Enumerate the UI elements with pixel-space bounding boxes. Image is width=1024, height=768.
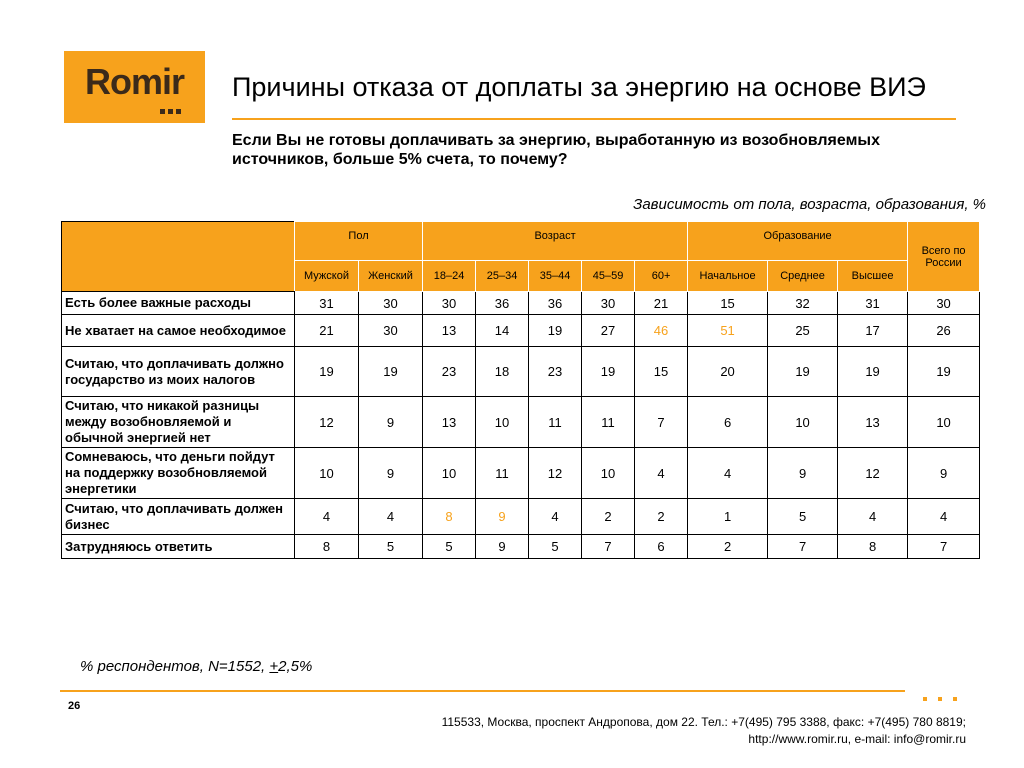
table-cell: 4 — [529, 499, 582, 535]
table-cell: 19 — [838, 347, 908, 397]
footer-divider — [60, 690, 905, 692]
table-cell: 36 — [476, 292, 529, 315]
column-header: 35–44 — [529, 261, 582, 292]
column-header: Среднее — [768, 261, 838, 292]
table-cell: 30 — [423, 292, 476, 315]
table-cell: 19 — [359, 347, 423, 397]
column-header: 18–24 — [423, 261, 476, 292]
table-cell: 32 — [768, 292, 838, 315]
contact-address: 115533, Москва, проспект Андропова, дом 22. Тел.: +7(495) 795 3388, факс: +7(495) 780 8819; http://www.romir.ru, e-mail: info@romir.ru — [441, 715, 966, 746]
table-cell: 30 — [359, 292, 423, 315]
table-cell: 9 — [476, 535, 529, 559]
table-cell: 5 — [529, 535, 582, 559]
group-header-total: Всего по России — [908, 222, 980, 292]
table-cell: 21 — [635, 292, 688, 315]
row-label: Считаю, что никакой разницы между возобновляемой и обычной энергией нет — [62, 397, 295, 448]
column-header: 45–59 — [582, 261, 635, 292]
table-cell: 9 — [359, 448, 423, 499]
table-cell: 36 — [529, 292, 582, 315]
table-row — [62, 292, 980, 315]
column-header: Женский — [359, 261, 423, 292]
table-cell: 8 — [838, 535, 908, 559]
table-cell: 1 — [688, 499, 768, 535]
table-cell: 10 — [908, 397, 980, 448]
table-cell: 4 — [295, 499, 359, 535]
row-label: Сомневаюсь, что деньги пойдут на поддержку возобновляемой энергетики — [62, 448, 295, 499]
table-cell: 11 — [582, 397, 635, 448]
table-cell: 51 — [688, 315, 768, 347]
table-cell: 9 — [768, 448, 838, 499]
table-cell: 7 — [582, 535, 635, 559]
table-cell: 20 — [688, 347, 768, 397]
title-divider — [232, 118, 956, 120]
group-header-education: Образование — [688, 222, 908, 261]
table-cell: 14 — [476, 315, 529, 347]
table-cell: 12 — [529, 448, 582, 499]
table-cell: 46 — [635, 315, 688, 347]
footer-dots-icon — [923, 688, 968, 706]
table-cell: 9 — [359, 397, 423, 448]
table-cell: 5 — [768, 499, 838, 535]
table-cell: 6 — [635, 535, 688, 559]
table-cell: 13 — [423, 315, 476, 347]
table-cell: 30 — [908, 292, 980, 315]
table-cell: 19 — [768, 347, 838, 397]
row-label: Затрудняюсь ответить — [62, 535, 295, 559]
table-cell: 8 — [423, 499, 476, 535]
table-cell: 9 — [908, 448, 980, 499]
table-cell: 13 — [838, 397, 908, 448]
table-cell: 30 — [582, 292, 635, 315]
column-header: 60+ — [635, 261, 688, 292]
romir-logo — [64, 51, 205, 123]
table-cell: 6 — [688, 397, 768, 448]
column-header: Начальное — [688, 261, 768, 292]
footnote: % респондентов, N=1552, +2,5% — [80, 658, 313, 675]
column-header: Мужской — [295, 261, 359, 292]
table-cell: 31 — [838, 292, 908, 315]
table-row — [62, 448, 980, 499]
table-cell: 5 — [423, 535, 476, 559]
table-cell: 13 — [423, 397, 476, 448]
table-cell: 2 — [688, 535, 768, 559]
table-cell: 31 — [295, 292, 359, 315]
table-cell: 25 — [768, 315, 838, 347]
table-cell: 7 — [908, 535, 980, 559]
table-cell: 19 — [529, 315, 582, 347]
table-cell: 4 — [908, 499, 980, 535]
table-row — [62, 535, 980, 559]
logo-dots-icon — [160, 101, 184, 119]
table-cell: 5 — [359, 535, 423, 559]
row-label: Считаю, что доплачивать должен бизнес — [62, 499, 295, 535]
table-cell: 4 — [635, 448, 688, 499]
table-cell: 10 — [582, 448, 635, 499]
table-cell: 26 — [908, 315, 980, 347]
row-label: Считаю, что доплачивать должно государство из моих налогов — [62, 347, 295, 397]
table-row — [62, 499, 980, 535]
table-cell: 17 — [838, 315, 908, 347]
table-cell: 2 — [635, 499, 688, 535]
table-cell: 12 — [838, 448, 908, 499]
table-cell: 4 — [838, 499, 908, 535]
group-header-age: Возраст — [423, 222, 688, 261]
table-subtitle: Зависимость от пола, возраста, образования, % — [633, 196, 986, 213]
table-cell: 21 — [295, 315, 359, 347]
table-row — [62, 315, 980, 347]
table-cell: 8 — [295, 535, 359, 559]
table-cell: 30 — [359, 315, 423, 347]
table-cell: 23 — [423, 347, 476, 397]
table-cell: 18 — [476, 347, 529, 397]
table-cell: 7 — [768, 535, 838, 559]
table-cell: 11 — [476, 448, 529, 499]
row-label: Есть более важные расходы — [62, 292, 295, 315]
page-number: 26 — [68, 700, 81, 712]
column-header: 25–34 — [476, 261, 529, 292]
table-cell: 10 — [423, 448, 476, 499]
page-title: Причины отказа от доплаты за энергию на основе ВИЭ — [232, 72, 926, 102]
table-cell: 10 — [476, 397, 529, 448]
table-cell: 12 — [295, 397, 359, 448]
table-cell: 15 — [688, 292, 768, 315]
group-header-gender: Пол — [295, 222, 423, 261]
table-cell: 19 — [582, 347, 635, 397]
table-cell: 7 — [635, 397, 688, 448]
table-row — [62, 397, 980, 448]
survey-question: Если Вы не готовы доплачивать за энергию, выработанную из возобновляемых источников, больше 5% счета, то почему? — [232, 132, 880, 168]
table-cell: 19 — [908, 347, 980, 397]
table-cell: 23 — [529, 347, 582, 397]
table-cell: 4 — [688, 448, 768, 499]
header-blank-cell — [62, 222, 295, 292]
table-cell: 19 — [295, 347, 359, 397]
row-label: Не хватает на самое необходимое — [62, 315, 295, 347]
table-cell: 10 — [768, 397, 838, 448]
table-cell: 10 — [295, 448, 359, 499]
table-cell: 9 — [476, 499, 529, 535]
table-cell: 4 — [359, 499, 423, 535]
table-cell: 15 — [635, 347, 688, 397]
table-cell: 11 — [529, 397, 582, 448]
table-cell: 2 — [582, 499, 635, 535]
table-row — [62, 347, 980, 397]
logo-text: Romir — [84, 61, 184, 102]
column-header: Высшее — [838, 261, 908, 292]
table-cell: 27 — [582, 315, 635, 347]
results-table — [61, 221, 980, 559]
